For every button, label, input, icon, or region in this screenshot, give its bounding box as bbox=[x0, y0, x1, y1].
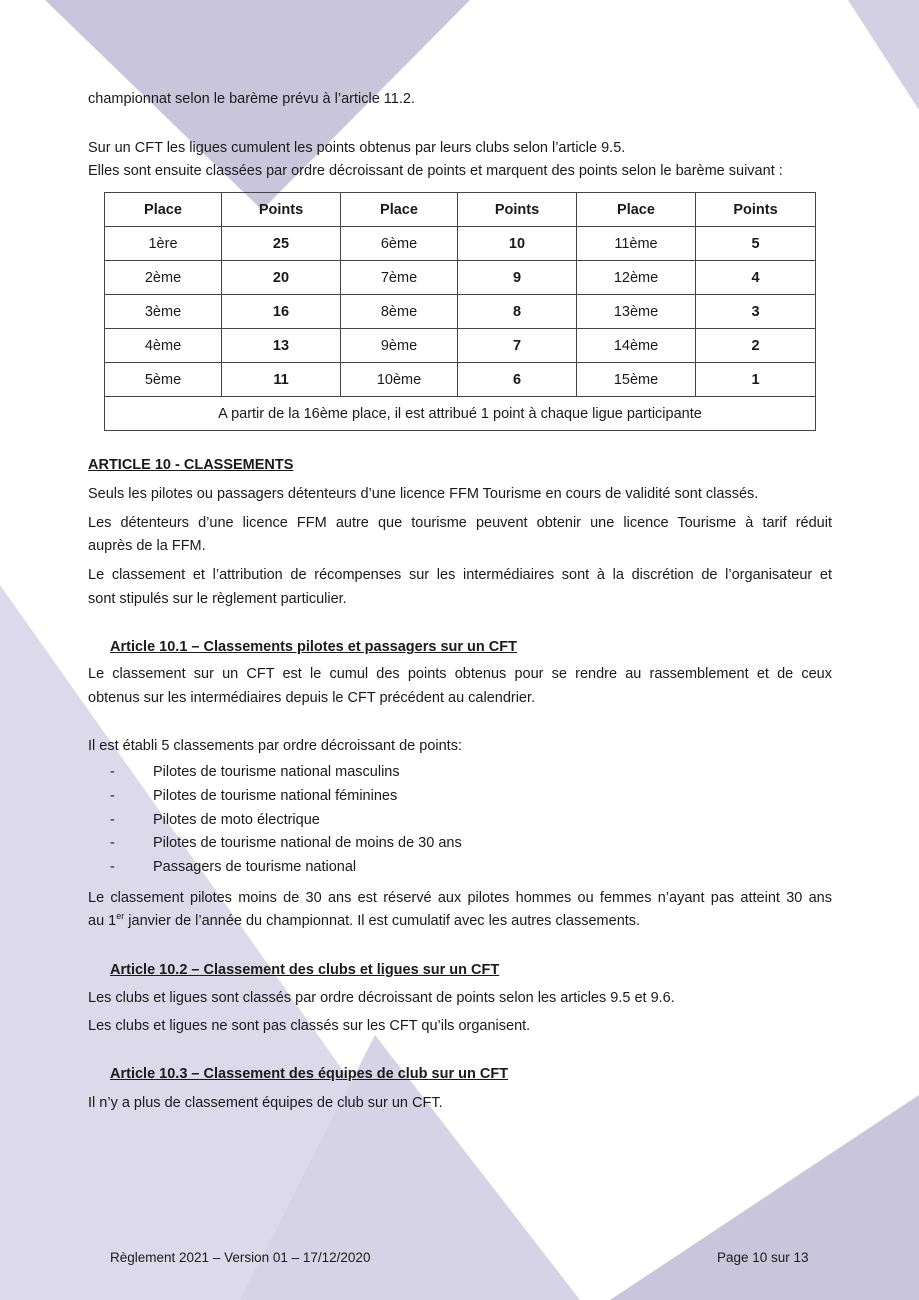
list-item: Pilotes de tourisme national masculins bbox=[153, 764, 400, 780]
points-cell: 6 bbox=[458, 363, 577, 397]
article-10-3-heading: Article 10.3 – Classement des équipes de club sur un CFT bbox=[110, 1066, 509, 1082]
place-cell: 2ème bbox=[105, 261, 222, 295]
table-header-cell: Points bbox=[222, 193, 341, 227]
list-item: Pilotes de tourisme national de moins de 30 ans bbox=[153, 835, 462, 851]
points-cell: 11 bbox=[222, 363, 341, 397]
bullet-marker: - bbox=[110, 859, 115, 875]
table-row bbox=[105, 363, 816, 397]
article-10-1-paragraph-2: Il est établi 5 classements par ordre décroissant de points: bbox=[88, 738, 462, 754]
article-10-paragraph-3-line-2: sont stipulés sur le règlement particulier. bbox=[88, 591, 347, 607]
points-cell: 9 bbox=[458, 261, 577, 295]
points-cell: 8 bbox=[458, 295, 577, 329]
footer-document-version: Règlement 2021 – Version 01 – 17/12/2020 bbox=[110, 1250, 371, 1265]
table-header-cell: Points bbox=[696, 193, 816, 227]
place-cell: 1ère bbox=[105, 227, 222, 261]
article-10-3-paragraph-1: Il n’y a plus de classement équipes de club sur un CFT. bbox=[88, 1095, 443, 1111]
list-item: Passagers de tourisme national bbox=[153, 859, 357, 875]
place-cell: 15ème bbox=[577, 363, 696, 397]
article-10-heading: ARTICLE 10 - CLASSEMENTS bbox=[88, 457, 294, 473]
place-cell: 13ème bbox=[577, 295, 696, 329]
footer-page-number: Page 10 sur 13 bbox=[717, 1250, 809, 1265]
points-cell: 2 bbox=[696, 329, 816, 363]
table-header-row bbox=[105, 193, 816, 227]
article-10-paragraph-3-line-1: Le classement et l’attribution de récompenses sur les intermédiaires sont à la discrétion de l’organisateur et bbox=[88, 567, 832, 583]
list-item: Pilotes de moto électrique bbox=[153, 812, 320, 828]
place-cell: 6ème bbox=[341, 227, 458, 261]
place-cell: 11ème bbox=[577, 227, 696, 261]
place-cell: 3ème bbox=[105, 295, 222, 329]
intro-line-1: championnat selon le barème prévu à l’article 11.2. bbox=[88, 91, 415, 107]
points-cell: 3 bbox=[696, 295, 816, 329]
table-header-cell: Place bbox=[105, 193, 222, 227]
table-header-cell: Place bbox=[341, 193, 458, 227]
article-10-1-heading: Article 10.1 – Classements pilotes et passagers sur un CFT bbox=[110, 639, 517, 655]
article-10-1-paragraph-1-line-2: obtenus sur les intermédiaires depuis le CFT précédent au calendrier. bbox=[88, 690, 536, 706]
points-cell: 25 bbox=[222, 227, 341, 261]
points-cell: 13 bbox=[222, 329, 341, 363]
points-cell: 10 bbox=[458, 227, 577, 261]
table-header-cell: Points bbox=[458, 193, 577, 227]
list-item: Pilotes de tourisme national féminines bbox=[153, 788, 398, 804]
points-cell: 7 bbox=[458, 329, 577, 363]
article-10-paragraph-1: Seuls les pilotes ou passagers détenteurs d’une licence FFM Tourisme en cours de validité sont classés. bbox=[88, 486, 759, 502]
article-10-1-paragraph-1-line-1: Le classement sur un CFT est le cumul des points obtenus pour se rendre au rassemblement et de ceux bbox=[88, 666, 832, 682]
points-cell: 1 bbox=[696, 363, 816, 397]
place-cell: 14ème bbox=[577, 329, 696, 363]
place-cell: 7ème bbox=[341, 261, 458, 295]
bullet-marker: - bbox=[110, 764, 115, 780]
article-10-paragraph-2-line-2: auprès de la FFM. bbox=[88, 538, 206, 554]
article-10-2-heading: Article 10.2 – Classement des clubs et ligues sur un CFT bbox=[110, 962, 500, 978]
place-cell: 8ème bbox=[341, 295, 458, 329]
table-row bbox=[105, 329, 816, 363]
table-footer-note: A partir de la 16ème place, il est attribué 1 point à chaque ligue participante bbox=[105, 397, 816, 431]
bullet-marker: - bbox=[110, 812, 115, 828]
points-cell: 20 bbox=[222, 261, 341, 295]
points-cell: 4 bbox=[696, 261, 816, 295]
points-cell: 16 bbox=[222, 295, 341, 329]
article-10-paragraph-2-line-1: Les détenteurs d’une licence FFM autre que tourisme peuvent obtenir une licence Tourisme à tarif réduit bbox=[88, 515, 832, 531]
bullet-marker: - bbox=[110, 788, 115, 804]
table-header-cell: Place bbox=[577, 193, 696, 227]
intro-line-3: Elles sont ensuite classées par ordre décroissant de points et marquent des points selon le barème suivant : bbox=[88, 163, 783, 179]
points-cell: 5 bbox=[696, 227, 816, 261]
table-row bbox=[105, 295, 816, 329]
place-cell: 4ème bbox=[105, 329, 222, 363]
intro-line-2: Sur un CFT les ligues cumulent les points obtenus par leurs clubs selon l’article 9.5. bbox=[88, 140, 626, 156]
place-cell: 10ème bbox=[341, 363, 458, 397]
article-10-1-paragraph-3-line-2 bbox=[88, 911, 640, 931]
table-row bbox=[105, 227, 816, 261]
table-row bbox=[105, 261, 816, 295]
table-footer-row bbox=[105, 397, 816, 431]
bullet-marker: - bbox=[110, 835, 115, 851]
article-10-2-paragraph-1: Les clubs et ligues sont classés par ordre décroissant de points selon les articles 9.5 et 9.6. bbox=[88, 990, 675, 1006]
article-10-1-paragraph-3-line-1: Le classement pilotes moins de 30 ans est réservé aux pilotes hommes ou femmes n’ayant pas atteint 30 ans bbox=[88, 890, 832, 906]
place-cell: 12ème bbox=[577, 261, 696, 295]
text-segment: janvier de l’année du championnat. Il est cumulatif avec les autres classements. bbox=[124, 913, 641, 929]
place-cell: 5ème bbox=[105, 363, 222, 397]
text-segment: au 1 bbox=[88, 913, 117, 929]
place-cell: 9ème bbox=[341, 329, 458, 363]
article-10-2-paragraph-2: Les clubs et ligues ne sont pas classés sur les CFT qu’ils organisent. bbox=[88, 1018, 531, 1034]
ordinal-superscript: er bbox=[116, 911, 125, 922]
league-points-table bbox=[104, 192, 816, 431]
